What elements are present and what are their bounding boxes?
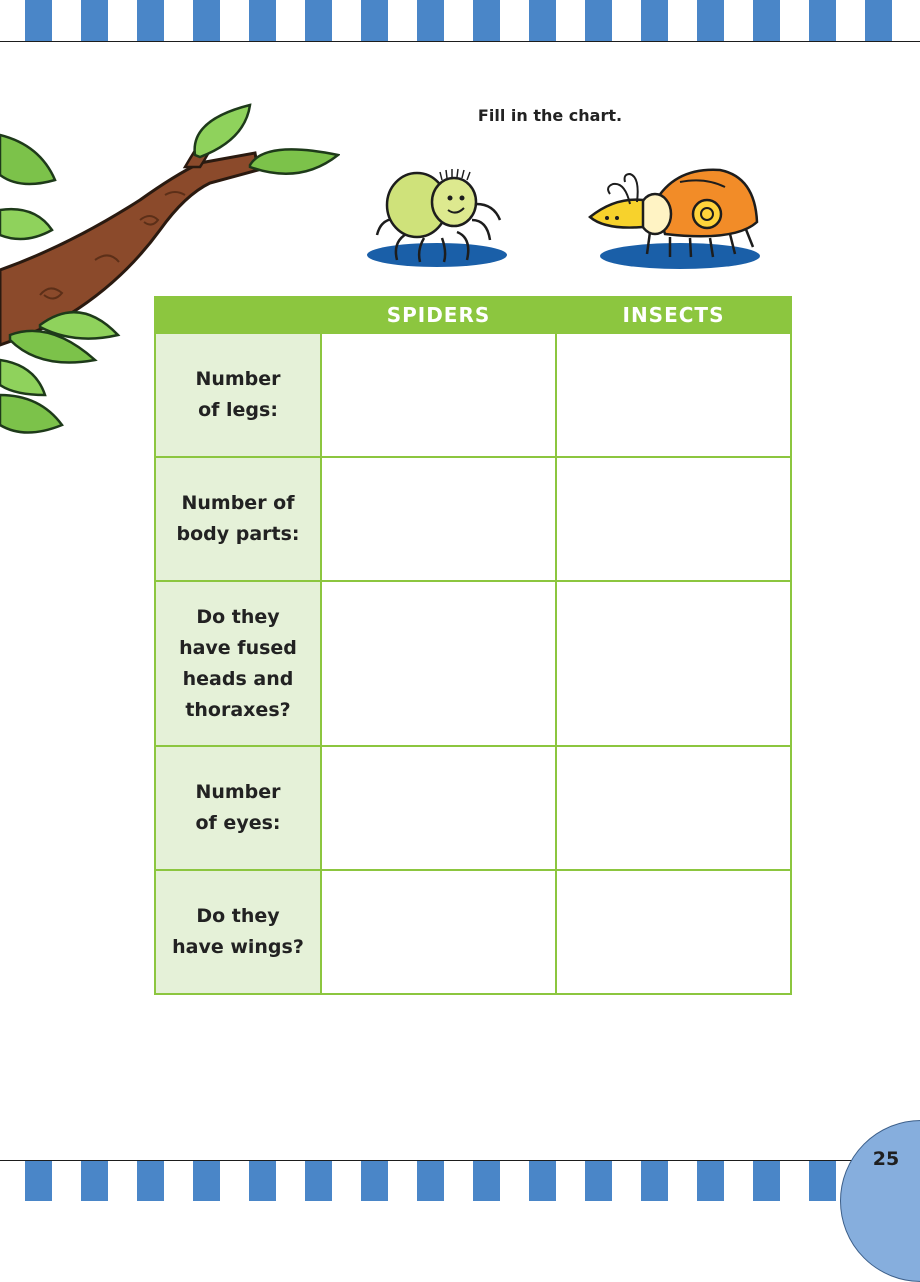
instruction-text: Fill in the chart. xyxy=(477,106,623,125)
row-label-wings xyxy=(155,870,321,994)
row-label-body-parts xyxy=(155,457,321,581)
answer-cell-insects-eyes[interactable] xyxy=(556,746,791,870)
answer-cell-spiders-fused[interactable] xyxy=(321,581,556,746)
bottom-stripe-border xyxy=(0,1160,920,1201)
spider-illustration xyxy=(362,160,512,270)
row-label-line: heads and xyxy=(182,667,294,690)
top-stripe-border xyxy=(0,0,920,42)
row-label-number-of-eyes xyxy=(155,746,321,870)
insect-illustration xyxy=(585,162,765,272)
row-label-line: of eyes: xyxy=(195,812,281,834)
row-label-line: Number xyxy=(195,368,281,390)
header-blank-cell xyxy=(155,297,321,333)
row-label-line: Do they xyxy=(196,605,280,628)
table-row xyxy=(155,333,791,457)
row-label-line: have wings? xyxy=(172,936,304,958)
chart-header-row xyxy=(155,297,791,333)
answer-cell-spiders-body-parts[interactable] xyxy=(321,457,556,581)
table-row xyxy=(155,746,791,870)
table-row xyxy=(155,581,791,746)
row-label-line: have fused xyxy=(179,636,297,659)
row-label-line: Number of xyxy=(181,492,295,514)
column-header-insects: INSECTS xyxy=(556,297,791,333)
column-header-spiders: SPIDERS xyxy=(321,297,556,333)
answer-cell-insects-legs[interactable] xyxy=(556,333,791,457)
answer-cell-spiders-legs[interactable] xyxy=(321,333,556,457)
row-label-line: body parts: xyxy=(176,523,300,545)
row-label-line: Number xyxy=(195,781,281,803)
answer-cell-insects-fused[interactable] xyxy=(556,581,791,746)
answer-cell-insects-wings[interactable] xyxy=(556,870,791,994)
table-row xyxy=(155,457,791,581)
row-label-number-of-legs xyxy=(155,333,321,457)
answer-cell-spiders-eyes[interactable] xyxy=(321,746,556,870)
comparison-chart xyxy=(154,296,792,995)
table-row xyxy=(155,870,791,994)
row-label-line: Do they xyxy=(196,905,280,927)
page-number: 25 xyxy=(872,1148,900,1170)
answer-cell-insects-body-parts[interactable] xyxy=(556,457,791,581)
answer-cell-spiders-wings[interactable] xyxy=(321,870,556,994)
page-number-tab xyxy=(840,1120,920,1282)
row-label-line: thoraxes? xyxy=(185,698,291,721)
row-label-line: of legs: xyxy=(198,399,278,421)
row-label-fused-heads xyxy=(155,581,321,746)
